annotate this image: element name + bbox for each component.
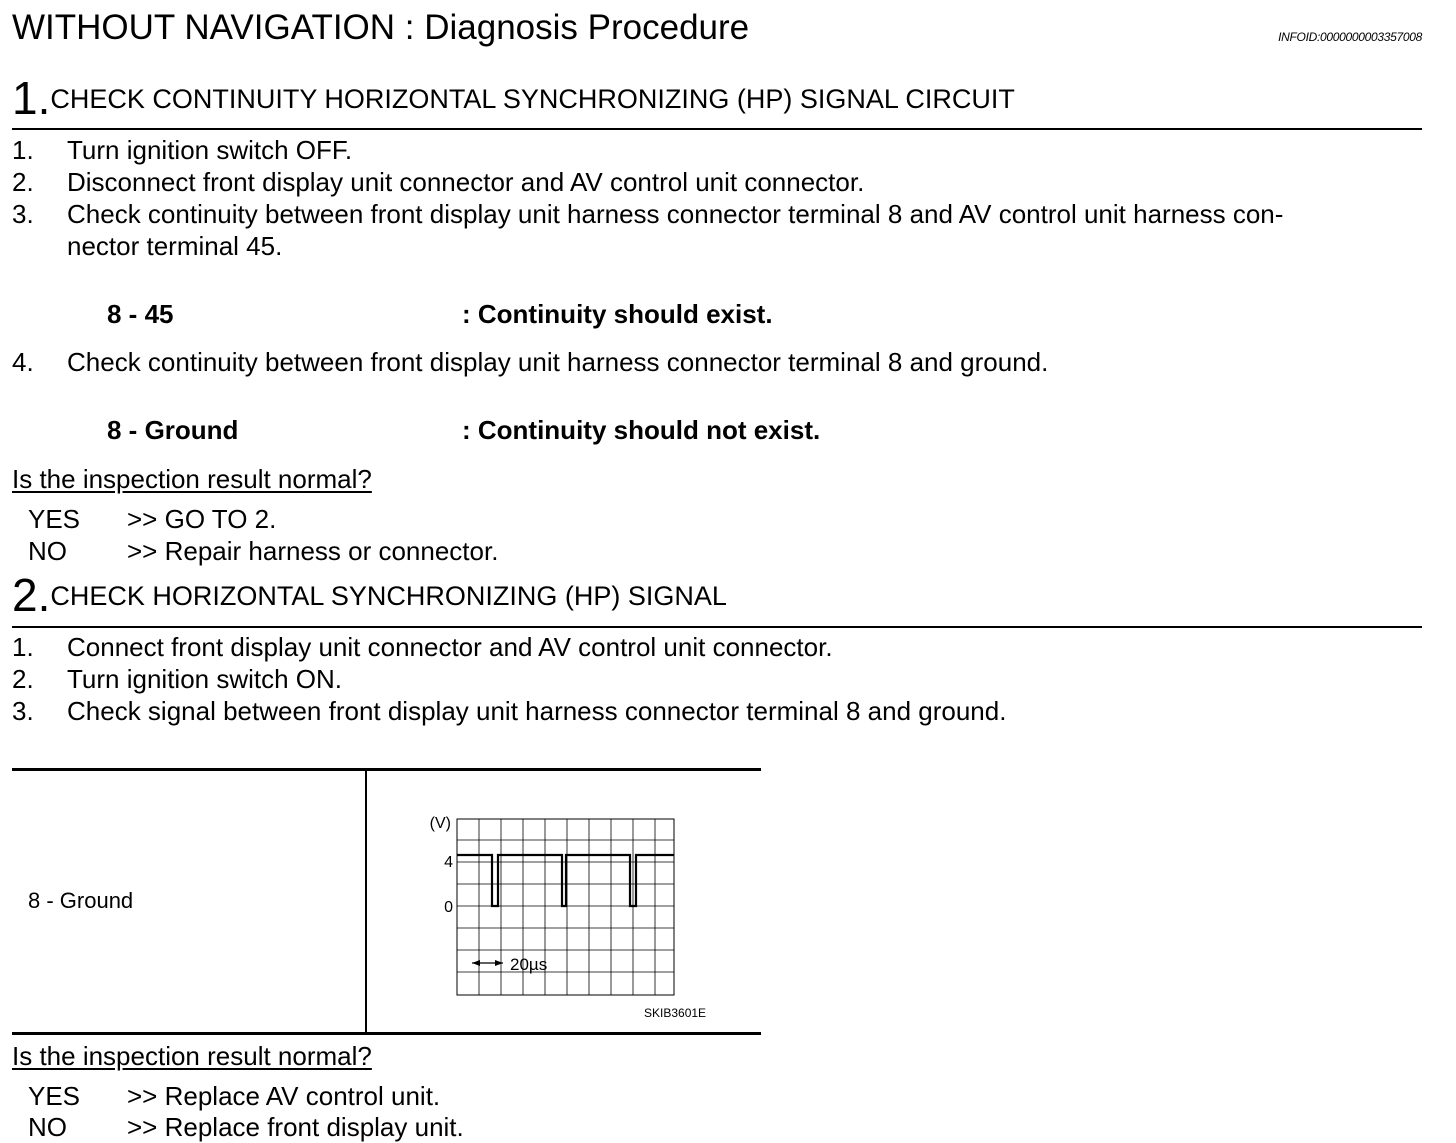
step-2-number: 2. bbox=[12, 569, 51, 621]
step-2-answer-no: >> Replace front display unit. bbox=[127, 1112, 464, 1142]
step-1-item-4: Check continuity between front display unit harness connector terminal 8 and ground. bbox=[67, 347, 1049, 377]
step-1-answer-yes: >> GO TO 2. bbox=[127, 504, 277, 534]
step-2-item-2: Turn ignition switch ON. bbox=[67, 664, 343, 694]
step-1-item-2-number: 2. bbox=[12, 167, 34, 197]
y-axis-low: 0 bbox=[444, 899, 453, 916]
step-1-answer-no: >> Repair harness or connector. bbox=[127, 536, 499, 566]
step-2-item-3-number: 3. bbox=[12, 696, 34, 726]
signal-table-divider bbox=[365, 771, 367, 1032]
step-2-question: Is the inspection result normal? bbox=[12, 1041, 372, 1071]
step-1-heading bbox=[12, 72, 1015, 124]
time-scale-label: 20µs bbox=[510, 955, 548, 974]
step-1-item-3-number: 3. bbox=[12, 199, 34, 229]
step-1-answer-no-key: NO bbox=[28, 536, 67, 566]
step-2-item-1: Connect front display unit connector and AV control unit connector. bbox=[67, 632, 833, 662]
signal-table-terminal: 8 - Ground bbox=[28, 888, 134, 913]
waveform-figure bbox=[410, 808, 690, 1008]
y-axis-high: 4 bbox=[444, 854, 453, 871]
step-1-rule bbox=[12, 128, 1422, 130]
y-axis-unit: (V) bbox=[429, 815, 451, 832]
signal-table-top-border bbox=[12, 768, 761, 771]
spec-1-result: : Continuity should exist. bbox=[462, 299, 773, 329]
step-1-item-3-continued: nector terminal 45. bbox=[67, 231, 283, 261]
step-2-item-3: Check signal between front display unit harness connector terminal 8 and ground. bbox=[67, 696, 1007, 726]
step-1-item-2: Disconnect front display unit connector and AV control unit connector. bbox=[67, 167, 865, 197]
spec-2-terminal: 8 - Ground bbox=[107, 415, 239, 445]
step-1-title: CHECK CONTINUITY HORIZONTAL SYNCHRONIZING (HP) SIGNAL CIRCUIT bbox=[50, 84, 1015, 114]
step-1-item-3: Check continuity between front display unit harness connector terminal 8 and AV control unit harness con- bbox=[67, 199, 1284, 229]
step-1-item-1: Turn ignition switch OFF. bbox=[67, 135, 353, 165]
step-2-answer-no-key: NO bbox=[28, 1112, 67, 1142]
info-id: INFOID:0000000003357008 bbox=[1278, 30, 1422, 44]
time-scale-indicator bbox=[472, 960, 503, 966]
figure-code: SKIB3601E bbox=[644, 1006, 707, 1020]
step-2-item-1-number: 1. bbox=[12, 632, 34, 662]
step-1-question: Is the inspection result normal? bbox=[12, 464, 372, 494]
step-2-title: CHECK HORIZONTAL SYNCHRONIZING (HP) SIGNAL bbox=[50, 581, 727, 611]
step-2-answer-yes-key: YES bbox=[28, 1081, 81, 1111]
step-1-number: 1. bbox=[12, 72, 51, 124]
step-1-item-1-number: 1. bbox=[12, 135, 34, 165]
step-2-heading bbox=[12, 569, 727, 621]
step-2-rule bbox=[12, 626, 1422, 628]
step-2-answer-yes: >> Replace AV control unit. bbox=[127, 1081, 441, 1111]
step-2-item-2-number: 2. bbox=[12, 664, 34, 694]
hp-signal-waveform bbox=[457, 855, 674, 906]
signal-table-bottom-border bbox=[12, 1032, 761, 1035]
step-1-answer-yes-key: YES bbox=[28, 504, 81, 534]
spec-2-result: : Continuity should not exist. bbox=[462, 415, 821, 445]
step-1-item-4-number: 4. bbox=[12, 347, 34, 377]
spec-1-terminal: 8 - 45 bbox=[107, 299, 174, 329]
page-title: WITHOUT NAVIGATION : Diagnosis Procedure bbox=[12, 8, 750, 47]
